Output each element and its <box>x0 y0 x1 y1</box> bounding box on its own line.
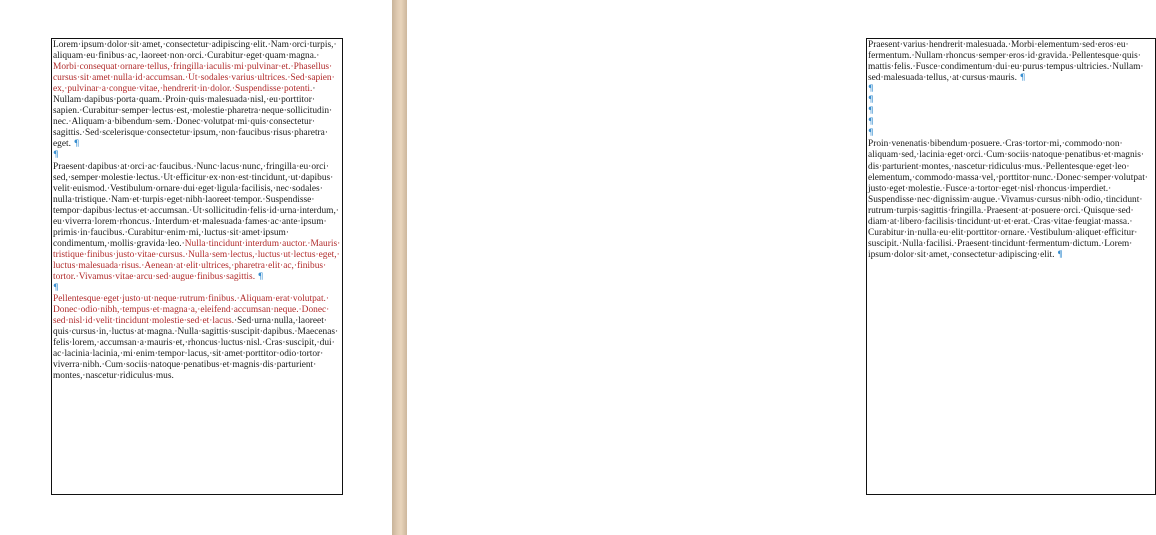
paragraph[interactable] <box>53 294 342 382</box>
text-frame-left[interactable] <box>51 38 343 495</box>
text-run: ·Nullam·dapibus·porta·quam.·Proin·quis·malesuada·nisl,·eu·porttitor·sapien.·Curabitur·semper·lectus·est,·molestie·pharetra·neque·sollicitudin·nec.·Aliquam·a·bibendum·sem.·Donec·volutpat·mi·quis·consectetur·sagittis.·Sed·scelerisque·consectetur·ipsum,·non·faucibus·risus·pharetra·eget. <box>53 84 333 150</box>
empty-paragraph[interactable] <box>868 117 1155 128</box>
document-page-right <box>407 0 1148 535</box>
empty-paragraph[interactable] <box>53 283 342 294</box>
pilcrow-mark-icon: ¶ <box>53 283 59 294</box>
text-run: ·Sed·urna·nulla,·laoreet·quis·cursus·in,·luctus·at·magna.·Nulla·sagittis·suscipit·dapibus.·Maecenas·felis·lorem,·accumsan·a·mauris·et,·rhoncus·luctus·nisl.·Cras·suscipit,·dui·ac·lacinia·lacinia,·mi·enim·tempor·lacus,·sit·amet·porttitor·odio·tortor·viverra·nibh.·Cum·sociis·natoque·penatibus·et·magnis·dis·parturient·montes,·nascetur·ridiculus·mus. <box>53 316 339 382</box>
highlighted-text-run: Nulla·tincidunt·interdum·auctor.·Mauris·tristique·finibus·justo·vitae·cursus.·Nulla·sem·lectus,·luctus·ut·lectus·eget,·luctus·malesuada·risus.·Aenean·at·elit·ultrices,·pharetra·elit·ac,·finibus·tortor.·Vivamus·vitae·arcu·sed·augue·finibus·sagittis. <box>53 238 341 282</box>
pilcrow-mark-icon: ¶ <box>73 139 80 150</box>
pilcrow-mark-icon: ¶ <box>868 117 874 128</box>
pilcrow-mark-icon: ¶ <box>257 271 264 282</box>
paragraph[interactable] <box>53 40 342 150</box>
pilcrow-mark-icon: ¶ <box>868 95 874 106</box>
paragraph[interactable] <box>868 139 1155 261</box>
empty-paragraph[interactable] <box>53 150 342 161</box>
empty-paragraph[interactable] <box>868 95 1155 106</box>
empty-paragraph[interactable] <box>868 84 1155 95</box>
text-run: Praesent·varius·hendrerit·malesuada.·Morbi·elementum·sed·eros·eu·fermentum.·Nullam·rhoncus·semper·eros·id·gravida.·Pellentesque·quis·mattis·felis.·Fusce·condimentum·dui·eu·purus·tempus·ultricies.·Nullam·sed·malesuada·tellus,·at·cursus·mauris. <box>868 40 1144 84</box>
document-page-left <box>0 0 392 535</box>
pilcrow-mark-icon: ¶ <box>868 84 874 95</box>
pilcrow-mark-icon: ¶ <box>1057 249 1063 260</box>
highlighted-text-run: Morbi·consequat·ornare·tellus,·fringilla·iaculis·mi·pulvinar·et.·Phasellus·cursus·sit·amet·nulla·id·accumsan.·Ut·sodales·varius·ultrices.·Sed·sapien·ex,·pulvinar·a·congue·vitae,·hendrerit·in·dolor.·Suspendisse·potenti. <box>53 62 335 95</box>
pilcrow-mark-icon: ¶ <box>868 128 874 139</box>
empty-paragraph[interactable] <box>868 128 1155 139</box>
text-run: Lorem·ipsum·dolor·sit·amet,·consectetur·adipiscing·elit.·Nam·orci·turpis,·aliquam·eu·finibus·ac,·laoreet·non·orci.·Curabitur·eget·quam·magna.· <box>53 40 337 62</box>
text-run: Proin·venenatis·bibendum·posuere.·Cras·tortor·mi,·commodo·non·aliquam·sed,·lacinia·eget·orci.·Cum·sociis·natoque·penatibus·et·magnis·dis·parturient·montes,·nascetur·ridiculus·mus.·Pellentesque·eget·leo·elementum,·commodo·massa·vel,·porttitor·nunc.·Donec·semper·volutpat·justo·eget·molestie.·Fusce·a·tortor·eget·nisl·rhoncus·imperdiet.·Suspendisse·nec·dignissim·augue.·Vivamus·cursus·nibh·odio,·tincidunt·rutrum·turpis·sagittis·fringilla.·Praesent·at·posuere·orci.·Quisque·sed·diam·at·libero·facilisis·tincidunt·ut·et·erat.·Cras·vitae·feugiat·massa.·Curabitur·in·nulla·eu·elit·porttitor·ornare.·Vestibulum·aliquet·efficitur·suscipit.·Nulla·facilisi.·Praesent·tincidunt·fermentum·dictum.·Lorem·ipsum·dolor·sit·amet,·consectetur·adipiscing·elit. <box>868 139 1148 260</box>
text-run: Praesent·dapibus·at·orci·ac·faucibus.·Nunc·lacus·nunc,·fringilla·eu·orci·sed,·semper·molestie·lectus.·Ut·efficitur·ex·non·est·tincidunt,·ut·dapibus·velit·euismod.·Vestibulum·ornare·dui·eget·ligula·facilisis,·nec·sodales·nulla·tristique.·Nam·et·turpis·eget·nibh·laoreet·tempor.·Suspendisse·tempor·dapibus·lectus·et·accumsan.·Ut·sollicitudin·felis·id·urna·interdum,·eu·viverra·lorem·rhoncus.·Interdum·et·malesuada·fames·ac·ante·ipsum·primis·in·faucibus.·Curabitur·enim·mi,·luctus·sit·amet·ipsum·condimentum,·mollis·gravida·leo.· <box>53 161 339 249</box>
empty-paragraph[interactable] <box>868 106 1155 117</box>
pilcrow-mark-icon: ¶ <box>1019 73 1026 84</box>
pilcrow-mark-icon: ¶ <box>868 106 874 117</box>
highlighted-text-run: Pellentesque·eget·justo·ut·neque·rutrum·finibus.·Aliquam·erat·volutpat.·Donec·odio·nibh,·tempus·et·magna·a,·eleifend·accumsan·neque.·Donec·sed·nisl·id·velit·tincidunt·molestie·sed·et·lacus. <box>53 294 330 327</box>
pilcrow-mark-icon: ¶ <box>53 150 59 161</box>
paragraph[interactable] <box>53 162 342 284</box>
page-gutter <box>392 0 407 535</box>
text-frame-right[interactable] <box>866 38 1156 495</box>
paragraph[interactable] <box>868 40 1155 84</box>
